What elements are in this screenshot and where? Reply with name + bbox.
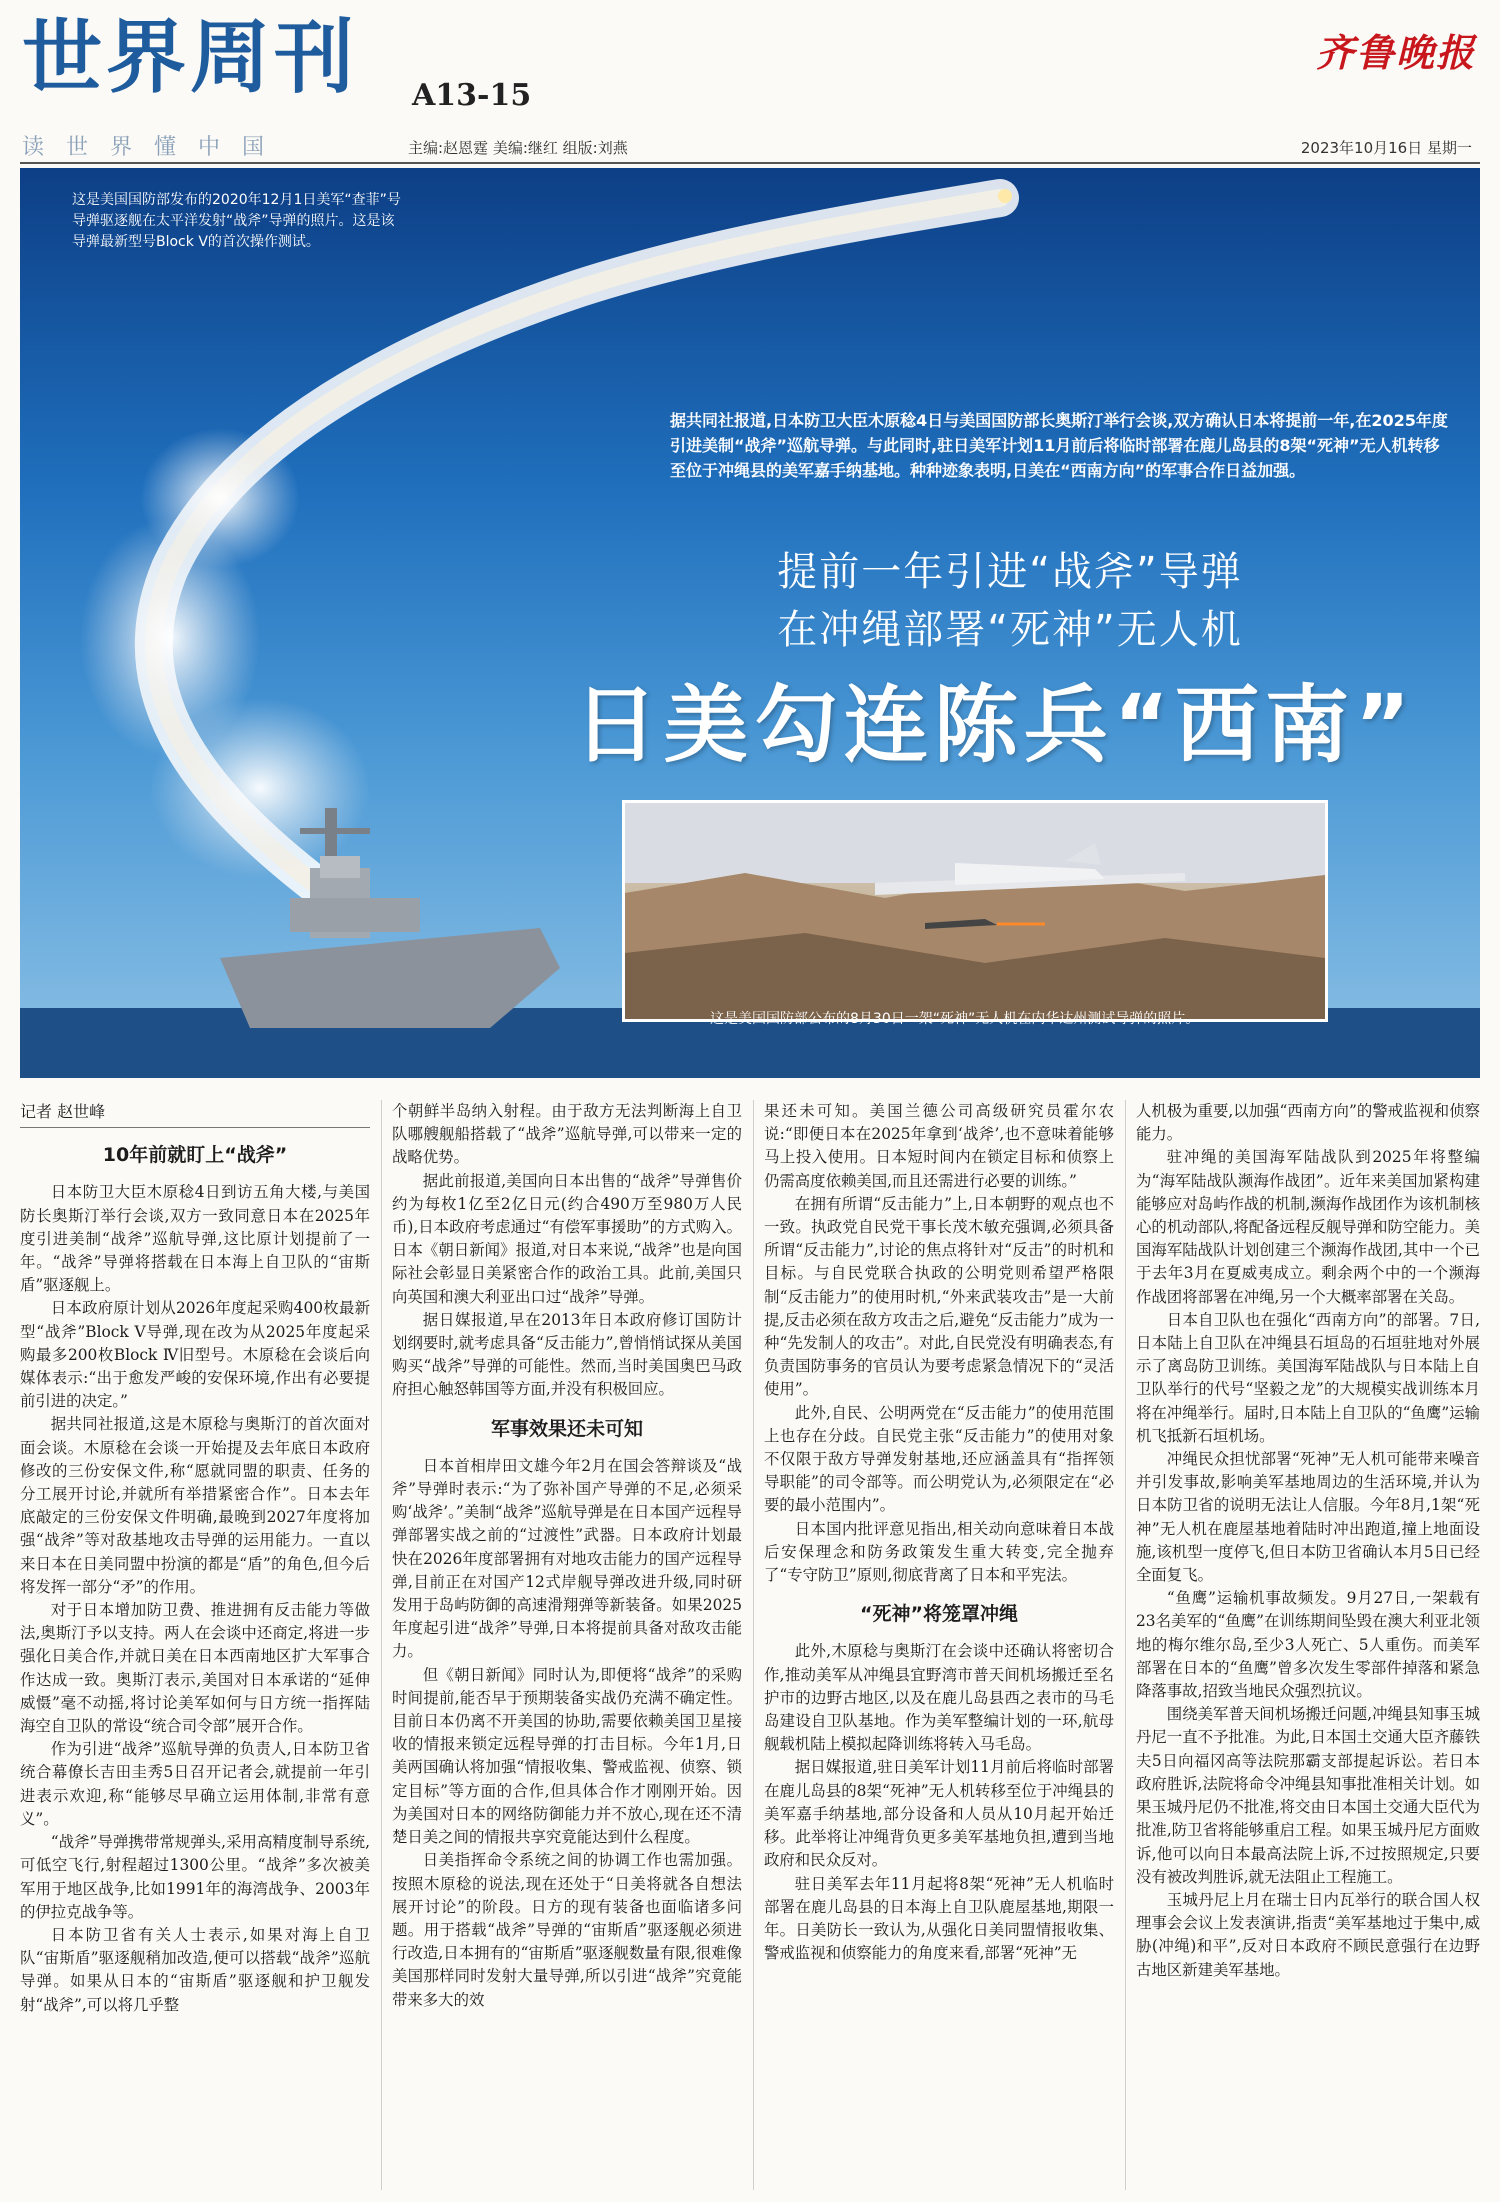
article-paragraph: 日本首相岸田文雄今年2月在国会答辩谈及“战斧”导弹时表示:“为了弥补国产导弹的不足,必须采购‘战斧’。”美制“战斧”巡航导弹是在日本国产远程导弹部署实战之前的“过渡性”武器。日本政府计划最快在2026年度部署拥有对地攻击能力的国产远程导弹,目前正在对国产12式岸舰导弹改进升级,同时研发用于岛屿防御的高速滑翔弹等新装备。如果2025年度起引进“战斧”导弹,日本将提前具备对敌攻击能力。 — [392, 1456, 742, 1661]
section-subheading: “死神”将笼罩冲绳 — [860, 1603, 1018, 1626]
article-paragraph: 个朝鲜半岛纳入射程。由于敌方无法判断海上自卫队哪艘舰船搭载了“战斧”巡航导弹,可以带来一定的战略优势。 — [392, 1102, 742, 1167]
section-tagline: 读世界懂中国 — [22, 135, 287, 160]
drone-photo-caption: 这是美国国防部公布的8月30日一架“死神”无人机在内华达州测试导弹的照片。 — [710, 1011, 1200, 1027]
article-paragraph: 日本防卫省有关人士表示,如果对海上自卫队“宙斯盾”驱逐舰稍加改造,便可以搭载“战斧”巡航导弹。如果从日本的“宙斯盾”驱逐舰和护卫舰发射“战斧”,可以将几乎整 — [20, 1925, 370, 2014]
article-paragraph: 据日媒报道,驻日美军计划11月前后将临时部署在鹿儿岛县的8架“死神”无人机转移至位于冲绳县的美军嘉手纳基地,部分设备和人员从10月起开始迁移。此举将让冲绳背负更多美军基地负担,遭到当地政府和民众反对。 — [764, 1758, 1114, 1870]
newspaper-logo: 齐鲁晚报 — [1315, 30, 1476, 75]
headline: 日美勾连陈兵“西南” — [573, 676, 1417, 774]
article-paragraph: 据日媒报道,早在2013年日本政府修订国防计划纲要时,就考虑具备“反击能力”,曾悄悄试探从美国购买“战斧”导弹的可能性。然而,当时美国奥巴马政府担心触怒韩国等方面,并没有积极回应。 — [392, 1310, 742, 1399]
article-paragraph: 日本政府原计划从2026年度起采购400枚最新型“战斧”Block Ⅴ导弹,现在改为从2025年度起采购最多200枚Block Ⅳ旧型号。木原稔在会谈后向媒体表示:“出于愈发严峻的安保环境,作出有必要提前引进的决定。” — [20, 1299, 370, 1411]
masthead — [0, 0, 1500, 168]
drone-photo — [622, 800, 1328, 1022]
section-title: 世界周刊 — [22, 11, 358, 104]
article-paragraph: 冲绳民众担忧部署“死神”无人机可能带来噪音并引发事故,影响美军基地周边的生活环境,并认为日本防卫省的说明无法让人信服。今年8月,1架“死神”无人机在鹿屋基地着陆时冲出跑道,撞上地面设施,该机型一度停飞,但日本防卫省确认本月5日已经全面复飞。 — [1136, 1450, 1480, 1585]
editor-credits: 主编:赵恩霆 美编:继红 组版:刘燕 — [408, 139, 628, 157]
article-paragraph: 日本国内批评意见指出,相关动向意味着日本战后安保理念和防务政策发生重大转变,完全抛弃了“专守防卫”原则,彻底背离了日本和平宪法。 — [764, 1519, 1114, 1585]
section-subheading: 军事效果还未可知 — [490, 1417, 643, 1440]
article-paragraph: 作为引进“战斧”巡航导弹的负责人,日本防卫省统合幕僚长吉田圭秀5日召开记者会,就提前一年引进表示欢迎,称“能够尽早确立运用体制,非常有意义”。 — [20, 1740, 370, 1828]
article-body — [20, 1100, 1480, 2190]
article-column-4 — [1136, 1100, 1480, 2190]
column-divider — [381, 1100, 382, 2190]
article-paragraph: 驻冲绳的美国海军陆战队到2025年将整编为“海军陆战队濒海作战团”。近年来美国加紧构建能够应对岛屿作战的机制,濒海作战团作为该机制核心的机动部队,将配备远程反舰导弹和防空能力。美国海军陆战队计划创建三个濒海作战团,其中一个已于去年3月在夏威夷成立。剩余两个中的一个濒海作战团将部署在冲绳,另一个大概率部署在关岛。 — [1136, 1148, 1480, 1306]
hero-photo — [20, 168, 1480, 1078]
article-column-2 — [392, 1100, 742, 2190]
article-paragraph: 驻日美军去年11月起将8架“死神”无人机临时部署在鹿儿岛县的日本海上自卫队鹿屋基地,期限一年。日美防长一致认为,从强化日美同盟情报收集、警戒监视和侦察能力的角度来看,部署“死神”无 — [764, 1874, 1114, 1963]
article-paragraph: 果还未可知。美国兰德公司高级研究员霍尔农说:“即便日本在2025年拿到‘战斧’,也不意味着能够马上投入使用。日本短时间内在锁定目标和侦察上仍需高度依赖美国,而且还需进行必要的训练。” — [764, 1102, 1114, 1190]
article-paragraph: 日美指挥命令系统之间的协调工作也需加强。按照木原稔的说法,现在还处于“日美将就各自想法展开讨论”的阶段。日方的现有装备也面临诸多问题。用于搭载“战斧”导弹的“宙斯盾”驱逐舰必须进行改造,日本拥有的“宙斯盾”驱逐舰数量有限,很难像美国那样同时发射大量导弹,所以引进“战斧”究竟能带来多大的效 — [392, 1851, 742, 2009]
article-paragraph: 对于日本增加防卫费、推进拥有反击能力等做法,奥斯汀予以支持。两人在会谈中还商定,将进一步强化日美合作,并就日美在日本西南地区扩大军事合作达成一致。奥斯汀表示,美国对日本承诺的“延伸威慑”毫不动摇,将讨论美军如何与日方统一指挥陆海空自卫队的常设“统合司令部”展开合作。 — [20, 1601, 370, 1736]
article-column-1 — [20, 1100, 370, 2190]
article-paragraph: 据共同社报道,这是木原稔与奥斯汀的首次面对面会谈。木原稔在会谈一开始提及去年底日本政府修改的三份安保文件,称“愿就同盟的职责、任务的分工展开讨论,并就所有举措紧密合作”。日本去年底敲定的三份安保文件明确,最晚到2027年度将加强“战斧”等对敌基地攻击导弹的运用能力。一直以来日本在日美同盟中扮演的都是“盾”的角色,但今后将发挥一部分“矛”的作用。 — [20, 1415, 370, 1596]
article-paragraph: 据此前报道,美国向日本出售的“战斧”导弹售价约为每枚1亿至2亿日元(约合490万至980万人民币),日本政府考虑通过“有偿军事援助”的方式购入。日本《朝日新闻》报道,对日本来说,“战斧”也是向国际社会彰显日美紧密合作的政治工具。此前,美国只向英国和澳大利亚出口过“战斧”导弹。 — [392, 1171, 742, 1306]
article-paragraph: 在拥有所谓“反击能力”上,日本朝野的观点也不一致。执政党自民党干事长茂木敏充强调,必须具备所谓“反击能力”,讨论的焦点将针对“反击”的时机和目标。与自民党联合执政的公明党则希望严格限制“反击能力”的使用时机,“外来武装攻击”是一大前提,反击必须在敌方攻击之后,避免“反击能力”成为一种“先发制人的攻击”。对此,自民党没有明确表态,有负责国防事务的官员认为要考虑紧急情况下的“灵活使用”。 — [764, 1194, 1114, 1399]
drone-illustration — [625, 803, 1325, 1019]
photo-caption: 这是美国国防部发布的2020年12月1日美军“查菲”号导弹驱逐舰在太平洋发射“战斧”导弹的照片。这是该导弹最新型号Block Ⅴ的首次操作测试。 — [72, 192, 401, 250]
article-paragraph: “战斧”导弹携带常规弹头,采用高精度制导系统,可低空飞行,射程超过1300公里。“战斧”多次被美军用于地区战争,比如1991年的海湾战争、2003年的伊拉克战争等。 — [20, 1833, 370, 1921]
article-lead: 据共同社报道,日本防卫大臣木原稔4日与美国国防部长奥斯汀举行会谈,双方确认日本将提前一年,在2025年度引进美制“战斧”巡航导弹。与此同时,驻日美军计划11月前后将临时部署在鹿儿岛县的8架“死神”无人机转移至位于冲绳县的美军嘉手纳基地。种种迹象表明,日美在“西南方向”的军事合作日益加强。 — [670, 411, 1448, 480]
column-divider — [753, 1100, 754, 2190]
issue-date: 2023年10月16日 星期一 — [1300, 139, 1472, 157]
subheadline-1: 提前一年引进“战斧”导弹 — [777, 549, 1243, 595]
article-paragraph: 日本自卫队也在强化“西南方向”的部署。7日,日本陆上自卫队在冲绳县石垣岛的石垣驻地对外展示了离岛防卫训练。美国海军陆战队与日本陆上自卫队举行的代号“坚毅之龙”的大规模实战训练本月将在冲绳举行。届时,日本陆上自卫队的“鱼鹰”运输机飞抵新石垣机场。 — [1136, 1310, 1480, 1445]
article-paragraph: 日本防卫大臣木原稔4日到访五角大楼,与美国防长奥斯汀举行会谈,双方一致同意日本在2025年度引进美制“战斧”巡航导弹,这比原计划提前了一年。“战斧”导弹将搭载在日本海上自卫队的“宙斯盾”驱逐舰上。 — [20, 1183, 370, 1295]
article-paragraph: 玉城丹尼上月在瑞士日内瓦举行的联合国人权理事会会议上发表演讲,指责“美军基地过于集中,威胁(冲绳)和平”,反对日本政府不顾民意强行在边野古地区新建美军基地。 — [1136, 1890, 1480, 1979]
masthead-rule — [20, 162, 1480, 164]
section-subheading: 10年前就盯上“战斧” — [102, 1144, 288, 1167]
article-paragraph: 此外,自民、公明两党在“反击能力”的使用范围上也存在分歧。自民党主张“反击能力”的使用对象不仅限于敌方导弹发射基地,还应涵盖具有“指挥领导职能”的司令部等。而公明党认为,必须限定在“必要的最小范围内”。 — [764, 1403, 1114, 1515]
subheadline-2: 在冲绳部署“死神”无人机 — [777, 607, 1243, 653]
article-paragraph: “鱼鹰”运输机事故频发。9月27日,一架载有23名美军的“鱼鹰”在训练期间坠毁在澳大利亚北领地的梅尔维尔岛,至少3人死亡、5人重伤。而美军部署在日本的“鱼鹰”曾多次发生零部件掉落和紧急降落事故,招致当地民众强烈抗议。 — [1136, 1589, 1480, 1701]
byline: 记者 赵世峰 — [20, 1100, 370, 1128]
page-range: A13-15 — [412, 78, 532, 113]
article-paragraph: 人机极为重要,以加强“西南方向”的警戒监视和侦察能力。 — [1136, 1102, 1480, 1144]
article-paragraph: 但《朝日新闻》同时认为,即便将“战斧”的采购时间提前,能否早于预期装备实战仍充满不确定性。目前日本仍离不开美国的协助,需要依赖美国卫星接收的情报来锁定远程导弹的打击目标。今年1月,日美两国确认将加强“情报收集、警戒监视、侦察、锁定目标”等方面的合作,但具体合作才刚刚开始。因为美国对日本的网络防御能力并不放心,现在还不清楚日美之间的情报共享究竟能达到什么程度。 — [392, 1665, 742, 1847]
article-paragraph: 此外,木原稔与奥斯汀在会谈中还确认将密切合作,推动美军从冲绳县宜野湾市普天间机场搬迁至名护市的边野古地区,以及在鹿儿岛县西之表市的马毛岛建设自卫队基地。作为美军整编计划的一环,航母舰载机陆上模拟起降训练将转入马毛岛。 — [764, 1642, 1114, 1754]
article-column-3 — [764, 1100, 1114, 2190]
article-paragraph: 围绕美军普天间机场搬迁问题,冲绳县知事玉城丹尼一直不予批准。为此,日本国土交通大臣齐藤铁夫5日向福冈高等法院那霸支部提起诉讼。若日本政府胜诉,法院将命令冲绳县知事批准相关计划。如果玉城丹尼仍不批准,将交由日本国土交通大臣代为批准,防卫省将能够重启工程。如果玉城丹尼方面败诉,他可以向日本最高法院上诉,不过按照规定,只要没有被改判胜诉,就无法阻止工程施工。 — [1136, 1705, 1480, 1886]
column-divider — [1125, 1100, 1126, 2190]
